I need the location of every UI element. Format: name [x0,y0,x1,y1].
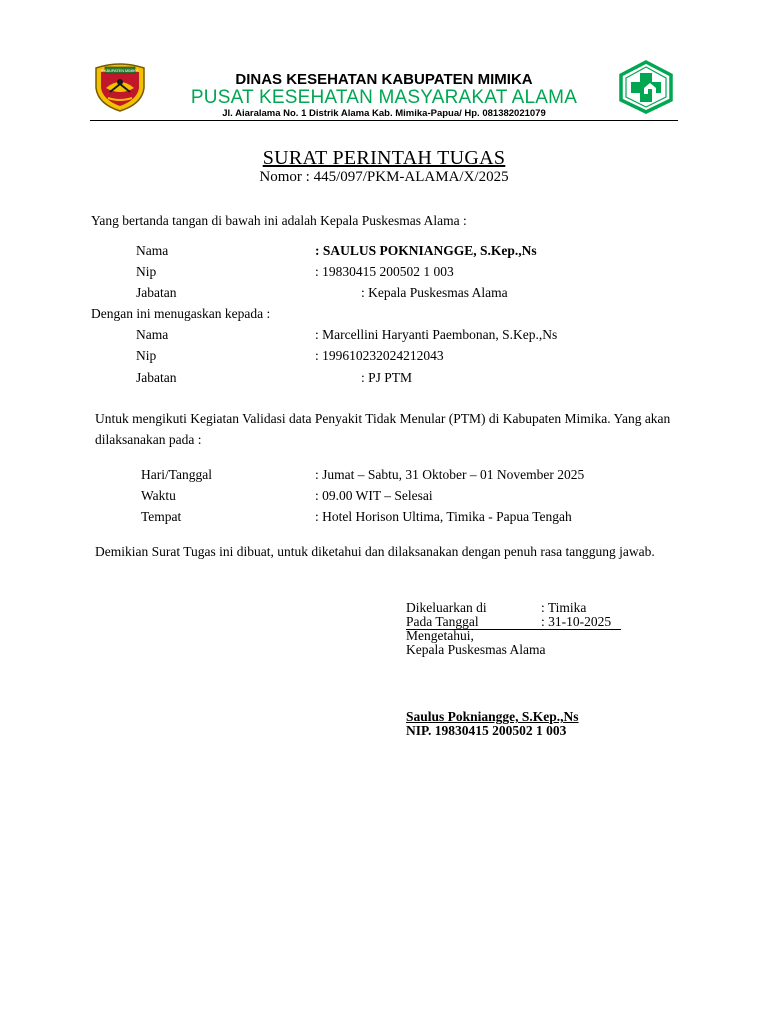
schedule-place-label: Tempat [141,509,182,524]
signature-name: Saulus Pokniangge, S.Kep.,Ns [406,709,579,724]
issued-place-value: : Timika [541,600,587,615]
header-divider [90,120,678,121]
assignee-nip-label: Nip [136,348,157,363]
signature-nip: NIP. 19830415 200502 1 003 [406,723,567,738]
address-line: Jl. Aiaralama No. 1 Distrik Alama Kab. Mimika-Papua/ Hp. 081382021079 [222,108,546,119]
signer-position: Kepala Puskesmas Alama [406,642,546,657]
schedule-place-value: : Hotel Horison Ultima, Timika - Papua Tengah [315,509,572,524]
assignee-name-label: Nama [136,327,169,342]
document-title: SURAT PERINTAH TUGAS [262,147,506,169]
logo-left-label: KABUPATEN MIMIKA [101,68,139,73]
assignee-nip-value: : 199610232024212043 [315,348,444,363]
signer-name-label: Nama [136,243,169,258]
closing-paragraph: Demikian Surat Tugas ini dibuat, untuk diketahui dan dilaksanakan dengan penuh rasa tanggung jawab. [95,544,655,559]
signer-nip-label: Nip [136,264,157,279]
assignee-jabatan-value: : PJ PTM [361,370,413,385]
signer-name-value: : SAULUS POKNIANGGE, S.Kep.,Ns [315,243,537,258]
document-number: Nomor : 445/097/PKM-ALAMA/X/2025 [259,169,509,185]
agency-name: DINAS KESEHATAN KABUPATEN MIMIKA [235,71,533,88]
schedule-date-label: Hari/Tanggal [141,467,213,482]
signer-jabatan-label: Jabatan [136,285,177,300]
issued-date-value: : 31-10-2025 [541,614,612,629]
signer-nip-value: : 19830415 200502 1 003 [315,264,454,279]
puskesmas-name: PUSAT KESEHATAN MASYARAKAT ALAMA [190,87,578,108]
assign-intro-text: Dengan ini menugaskan kepada : [91,306,271,321]
issued-place-label: Dikeluarkan di [406,600,487,615]
intro-text: Yang bertanda tangan di bawah ini adalah Kepala Puskesmas Alama : [91,213,467,228]
schedule-date-value: : Jumat – Sabtu, 31 Oktober – 01 November 2025 [315,467,585,482]
assignee-name-value: : Marcellini Haryanti Paembonan, S.Kep.,Ns [315,327,558,342]
signer-jabatan-value: : Kepala Puskesmas Alama [361,285,508,300]
purpose-paragraph: Untuk mengikuti Kegiatan Validasi data Penyakit Tidak Menular (PTM) di Kabupaten Mimika. Yang akan dilaksanakan pada : [95,411,671,447]
schedule-time-value: : 09.00 WIT – Selesai [315,488,433,503]
acknowledged-text: Mengetahui, [406,628,474,643]
issued-date-label: Pada Tanggal [406,614,479,629]
schedule-time-label: Waktu [141,488,176,503]
assignee-jabatan-label: Jabatan [136,370,177,385]
